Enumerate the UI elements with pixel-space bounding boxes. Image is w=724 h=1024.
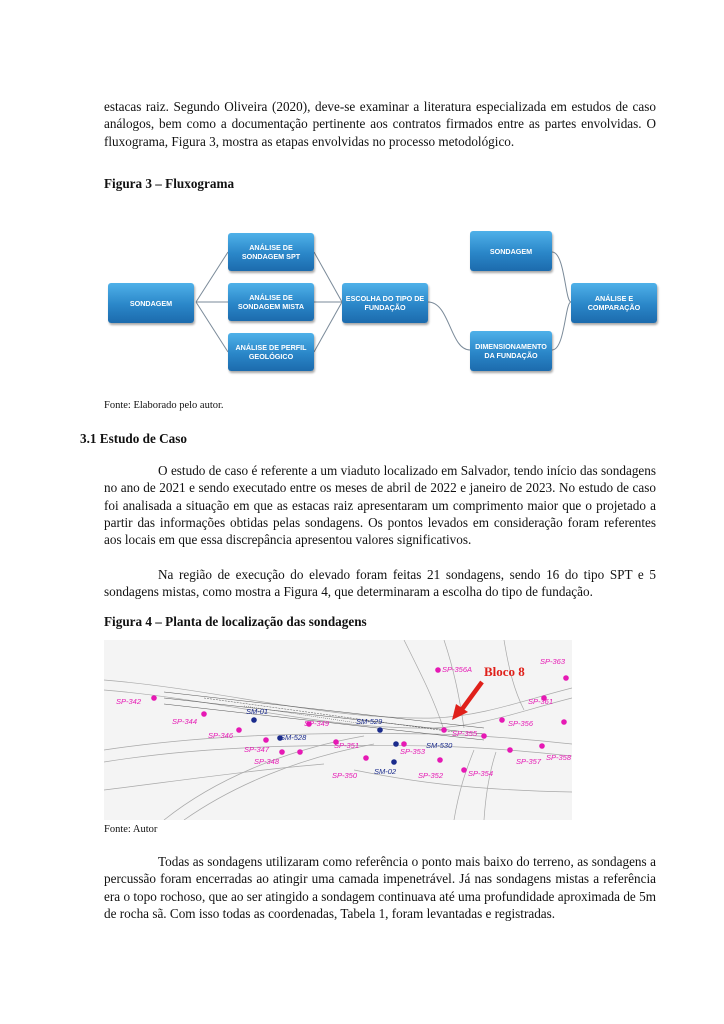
label-sp363: SP-363: [540, 657, 566, 666]
figure-4-caption: Figura 4 – Planta de localização das sondagens: [104, 614, 367, 629]
label-sp354: SP-354: [468, 769, 494, 778]
label-sp352: SP-352: [418, 771, 444, 780]
node-label: ANÁLISE DE: [249, 243, 293, 252]
label-sp356a: SP-356A: [442, 665, 473, 674]
node-label: DA FUNDAÇÃO: [484, 351, 538, 360]
label-sm01: SM-01: [246, 707, 269, 716]
connector-line: [314, 302, 342, 352]
survey-location-map: [104, 640, 572, 820]
node-label: SONDAGEM: [489, 246, 533, 256]
node-label: DIMENSIONAMENTO: [475, 342, 547, 351]
label-sp350: SP-350: [332, 771, 358, 780]
connector-line: [196, 302, 228, 352]
node-analise-mista: [228, 283, 314, 321]
final-paragraph: Todas as sondagens utilizaram como referência o ponto mais baixo do terreno, as sondagens a percussão foram encerradas ao atingir uma camada impenetrável. Já nas sondagens mistas a referência era o topo rochoso, que ao ser atingido a sondagem continuava até uma profundidade aproximada de 5m de rocha sã. Com isso todas as coordenadas, Tabela 1, foram levantadas e registradas.: [104, 854, 656, 921]
map-drawing: [104, 640, 572, 820]
node-label: ESCOLHA DO TIPO DE: [345, 294, 425, 303]
label-sp344: SP-344: [172, 717, 198, 726]
label-sp357: SP-357: [516, 757, 542, 766]
node-label: GEOLÓGICO: [248, 352, 294, 361]
node-label: SONDAGEM: [129, 298, 173, 308]
case-paragraph-1: O estudo de caso é referente a um viaduto localizado em Salvador, tendo início das sondagens no ano de 2021 e sendo executado entre os meses de abril de 2022 e janeiro de 2023. No estudo de caso foi analisada a situação em que as estacas raiz apresentaram um comprimento maior que o projetado a partir das informações obtidas pelas sondagens. Os pontos levados em consideração foram referentes aos locais em que essa discrepância apresentou valores significativos.: [104, 463, 656, 548]
label-sp351: SP-351: [334, 741, 360, 750]
figure-4-source: Fonte: Autor: [104, 824, 158, 835]
node-analise-perfil: [228, 333, 314, 371]
label-sp349: SP-349: [304, 719, 330, 728]
node-label: ANÁLISE E: [594, 294, 634, 303]
label-sp356: SP-356: [508, 719, 534, 728]
figure-3-caption: Figura 3 – Fluxograma: [104, 176, 235, 191]
node-label: ANÁLISE DE: [249, 293, 293, 302]
figure-3-source: Fonte: Elaborado pelo autor.: [104, 400, 224, 411]
node-sondagem-right: [470, 231, 552, 271]
label-sm530: SM-530: [426, 741, 453, 750]
case-paragraph-2: Na região de execução do elevado foram feitas 21 sondagens, sendo 16 do tipo SPT e 5 sondagens mistas, como mostra a Figura 4, que determinaram a escolha do tipo de fundação.: [104, 567, 656, 600]
arrow-icon: [460, 682, 482, 712]
node-analise-comparacao: [571, 283, 657, 323]
intro-paragraph: estacas raiz. Segundo Oliveira (2020), deve-se examinar a literatura especializada em estudos de caso análogos, bem como a documentação pertinente aos contratos firmados entre as partes envolvidas. O fluxograma, Figura 3, mostra as etapas envolvidas no processo metodológico.: [104, 99, 656, 149]
node-label: COMPARAÇÃO: [587, 303, 641, 312]
label-sp358: SP-358: [546, 753, 572, 762]
label-sm529: SM-529: [356, 717, 383, 726]
connector-line: [314, 252, 342, 302]
label-sp353: SP-353: [400, 747, 426, 756]
connector-line: [196, 252, 228, 302]
flowchart-connectors: [0, 0, 724, 420]
node-label: ANÁLISE DE PERFIL: [235, 343, 307, 352]
connector-line: [428, 302, 470, 350]
bloco-label: Bloco 8: [484, 664, 525, 679]
node-sondagem-left: [108, 283, 194, 323]
label-sm02: SM-02: [374, 767, 397, 776]
node-analise-spt: [228, 233, 314, 271]
node-escolha-fundacao: [342, 283, 428, 323]
label-sp361: SP-361: [528, 697, 554, 706]
label-sm528: SM-528: [280, 733, 307, 742]
section-title: 3.1 Estudo de Caso: [80, 431, 187, 446]
label-sp347: SP-347: [244, 745, 270, 754]
node-label: FUNDAÇÃO: [364, 303, 406, 312]
label-sp342: SP-342: [116, 697, 142, 706]
connector-line: [552, 252, 571, 302]
node-label: SONDAGEM SPT: [241, 252, 301, 261]
label-sp355: SP-355: [452, 729, 478, 738]
node-label: SONDAGEM MISTA: [237, 302, 305, 311]
label-sp346: SP-346: [208, 731, 234, 740]
node-dimensionamento: [470, 331, 552, 371]
connector-line: [552, 302, 571, 350]
label-sp348: SP-348: [254, 757, 280, 766]
